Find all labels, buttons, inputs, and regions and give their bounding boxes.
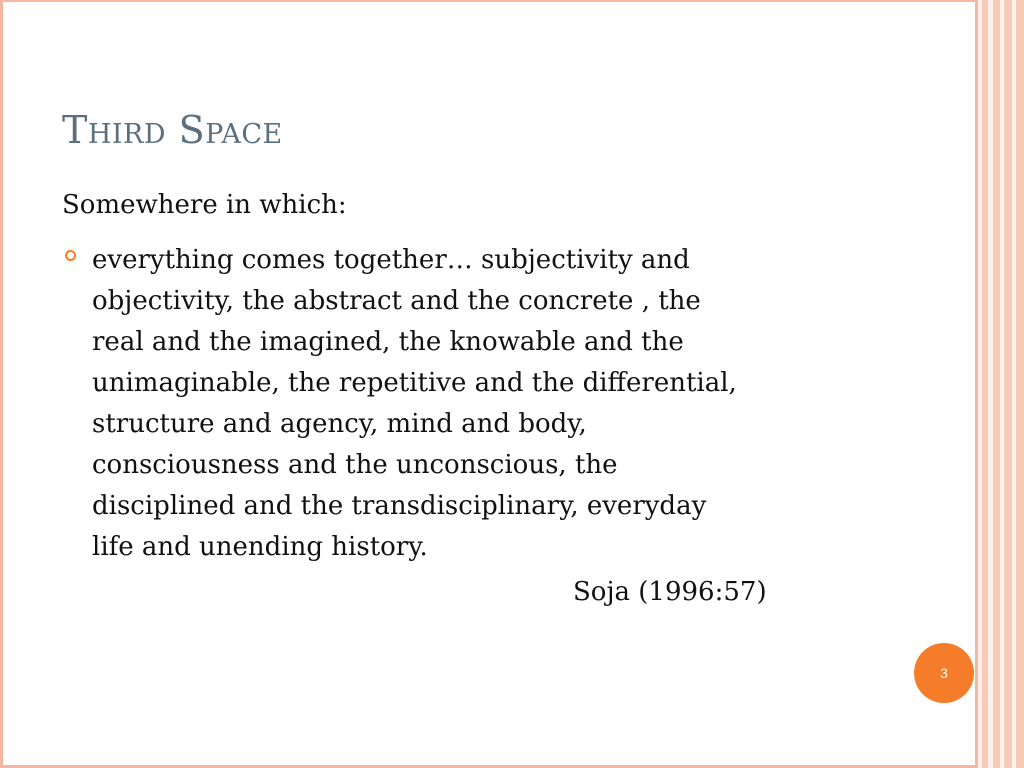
hollow-circle-bullet-icon xyxy=(65,250,76,261)
decorative-stripe xyxy=(1016,0,1024,768)
quote-bullet xyxy=(92,240,737,568)
quote-line: consciousness and the unconscious, the xyxy=(92,450,618,480)
slide-frame-top xyxy=(0,0,978,2)
decorative-stripe xyxy=(993,0,1000,768)
citation: Soja (1996:57) xyxy=(573,577,767,607)
page-number-badge xyxy=(914,643,974,703)
quote-line: disciplined and the transdisciplinary, everyday xyxy=(92,491,707,521)
quote-line: unimaginable, the repetitive and the differential, xyxy=(92,368,737,398)
quote-line: real and the imagined, the knowable and the xyxy=(92,327,684,357)
slide-frame-left xyxy=(0,0,3,768)
quote-line: objectivity, the abstract and the concrete , the xyxy=(92,286,701,316)
quote-line: structure and agency, mind and body, xyxy=(92,409,587,439)
page-number: 3 xyxy=(940,665,948,681)
lead-text: Somewhere in which: xyxy=(62,190,347,220)
quote-line: life and unending history. xyxy=(92,532,428,562)
decorative-stripe xyxy=(1004,0,1012,768)
quote-line: everything comes together… subjectivity and xyxy=(92,245,690,275)
slide-title: Third Space xyxy=(62,108,283,152)
